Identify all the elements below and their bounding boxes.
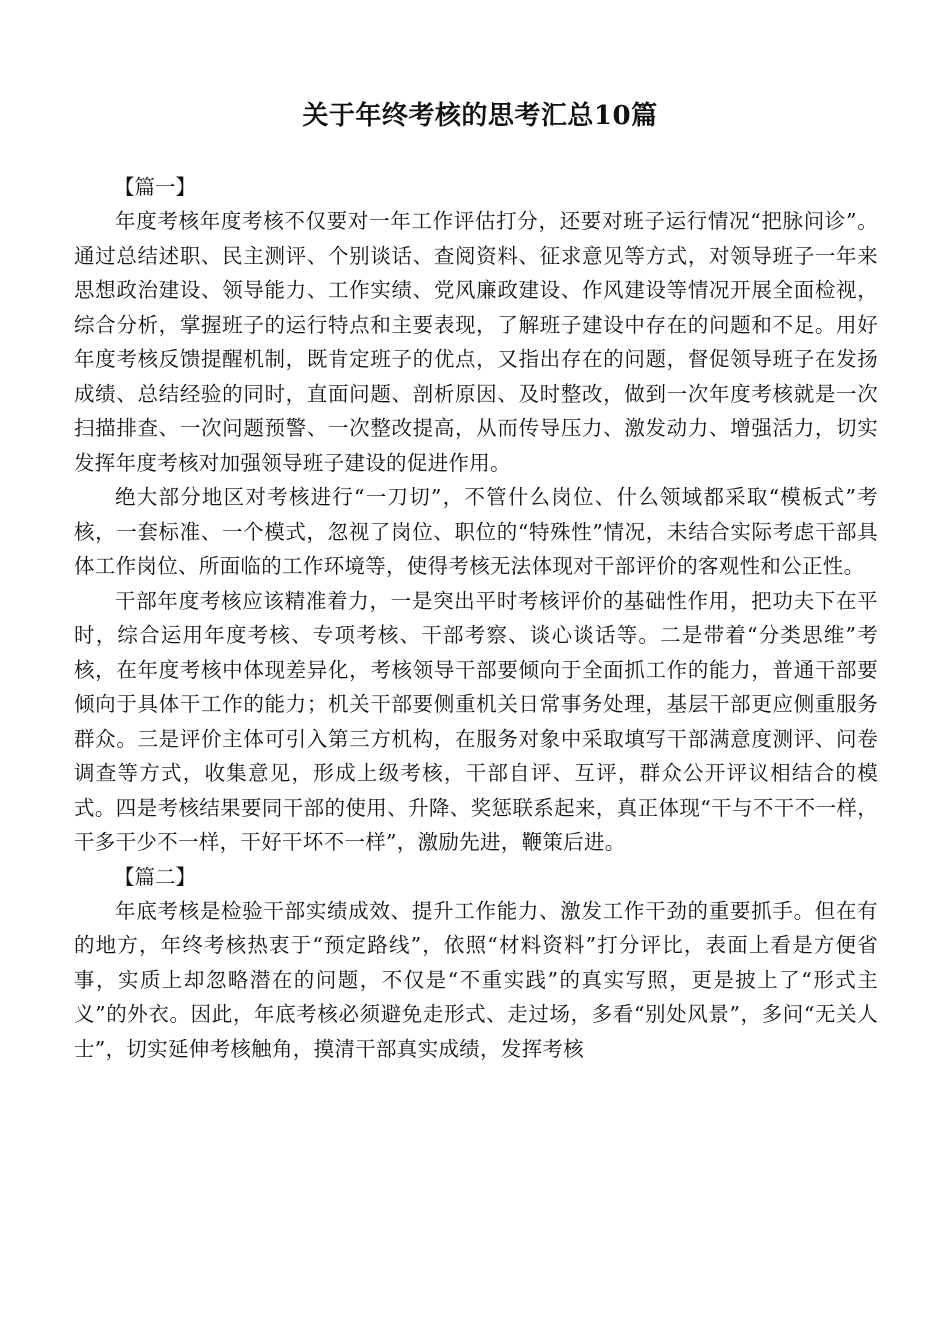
section-1	[74, 170, 878, 860]
paragraph: 年底考核是检验干部实绩成效、提升工作能力、激发工作干劲的重要抓手。但在有的地方，年终考核热衷于“预定路线”，依照“材料资料”打分评比，表面上看是方便省事，实质上却忽略潜在的问题，不仅是“不重实践”的真实写照，更是披上了“形式主义”的外衣。因此，年底考核必须避免走形式、走过场，多看“别处风景”，多问“无关人士”，切实延伸考核触角，摸清干部真实成绩，发挥考核	[74, 898, 878, 1061]
paragraph: 干部年度考核应该精准着力，一是突出平时考核评价的基础性作用，把功夫下在平时，综合运用年度考核、专项考核、干部考察、谈心谈话等。二是带着“分类思维”考核，在年度考核中体现差异化，考核领导干部要倾向于全面抓工作的能力，普通干部要倾向于具体干工作的能力；机关干部要侧重机关日常事务处理，基层干部更应侧重服务群众。三是评价主体可引入第三方机构，在服务对象中采取填写干部满意度测评、问卷调查等方式，收集意见，形成上级考核，干部自评、互评，群众公开评议相结合的模式。四是考核结果要同干部的使用、升降、奖惩联系起来，真正体现“干与不干不一样，干多干少不一样，干好干坏不一样”，激励先进，鞭策后进。	[74, 588, 878, 854]
section-heading: 【篇一】	[114, 175, 196, 199]
paragraph: 绝大部分地区对考核进行“一刀切”，不管什么岗位、什么领域都采取“模板式”考核，一套标准、一个模式，忽视了岗位、职位的“特殊性”情况，未结合实际考虑干部具体工作岗位、所面临的工作环境等，使得考核无法体现对干部评价的客观性和公正性。	[74, 485, 878, 578]
document-page	[74, 96, 878, 1066]
document-title: 关于年终考核的思考汇总10篇	[302, 101, 658, 131]
section-2	[74, 860, 878, 1067]
paragraph: 年度考核年度考核不仅要对一年工作评估打分，还要对班子运行情况“把脉问诊”。通过总结述职、民主测评、个别谈话、查阅资料、征求意见等方式，对领导班子一年来思想政治建设、领导能力、工作实绩、党风廉政建设、作风建设等情况开展全面检视，综合分析，掌握班子的运行特点和主要表现，了解班子建设中存在的问题和不足。用好年度考核反馈提醒机制，既肯定班子的优点，又指出存在的问题，督促领导班子在发扬成绩、总结经验的同时，直面问题、剖析原因、及时整改，做到一次年度考核就是一次扫描排查、一次问题预警、一次整改提高，从而传导压力、激发动力、增强活力，切实发挥年度考核对加强领导班子建设的促进作用。	[74, 209, 878, 475]
section-heading: 【篇二】	[114, 864, 196, 889]
